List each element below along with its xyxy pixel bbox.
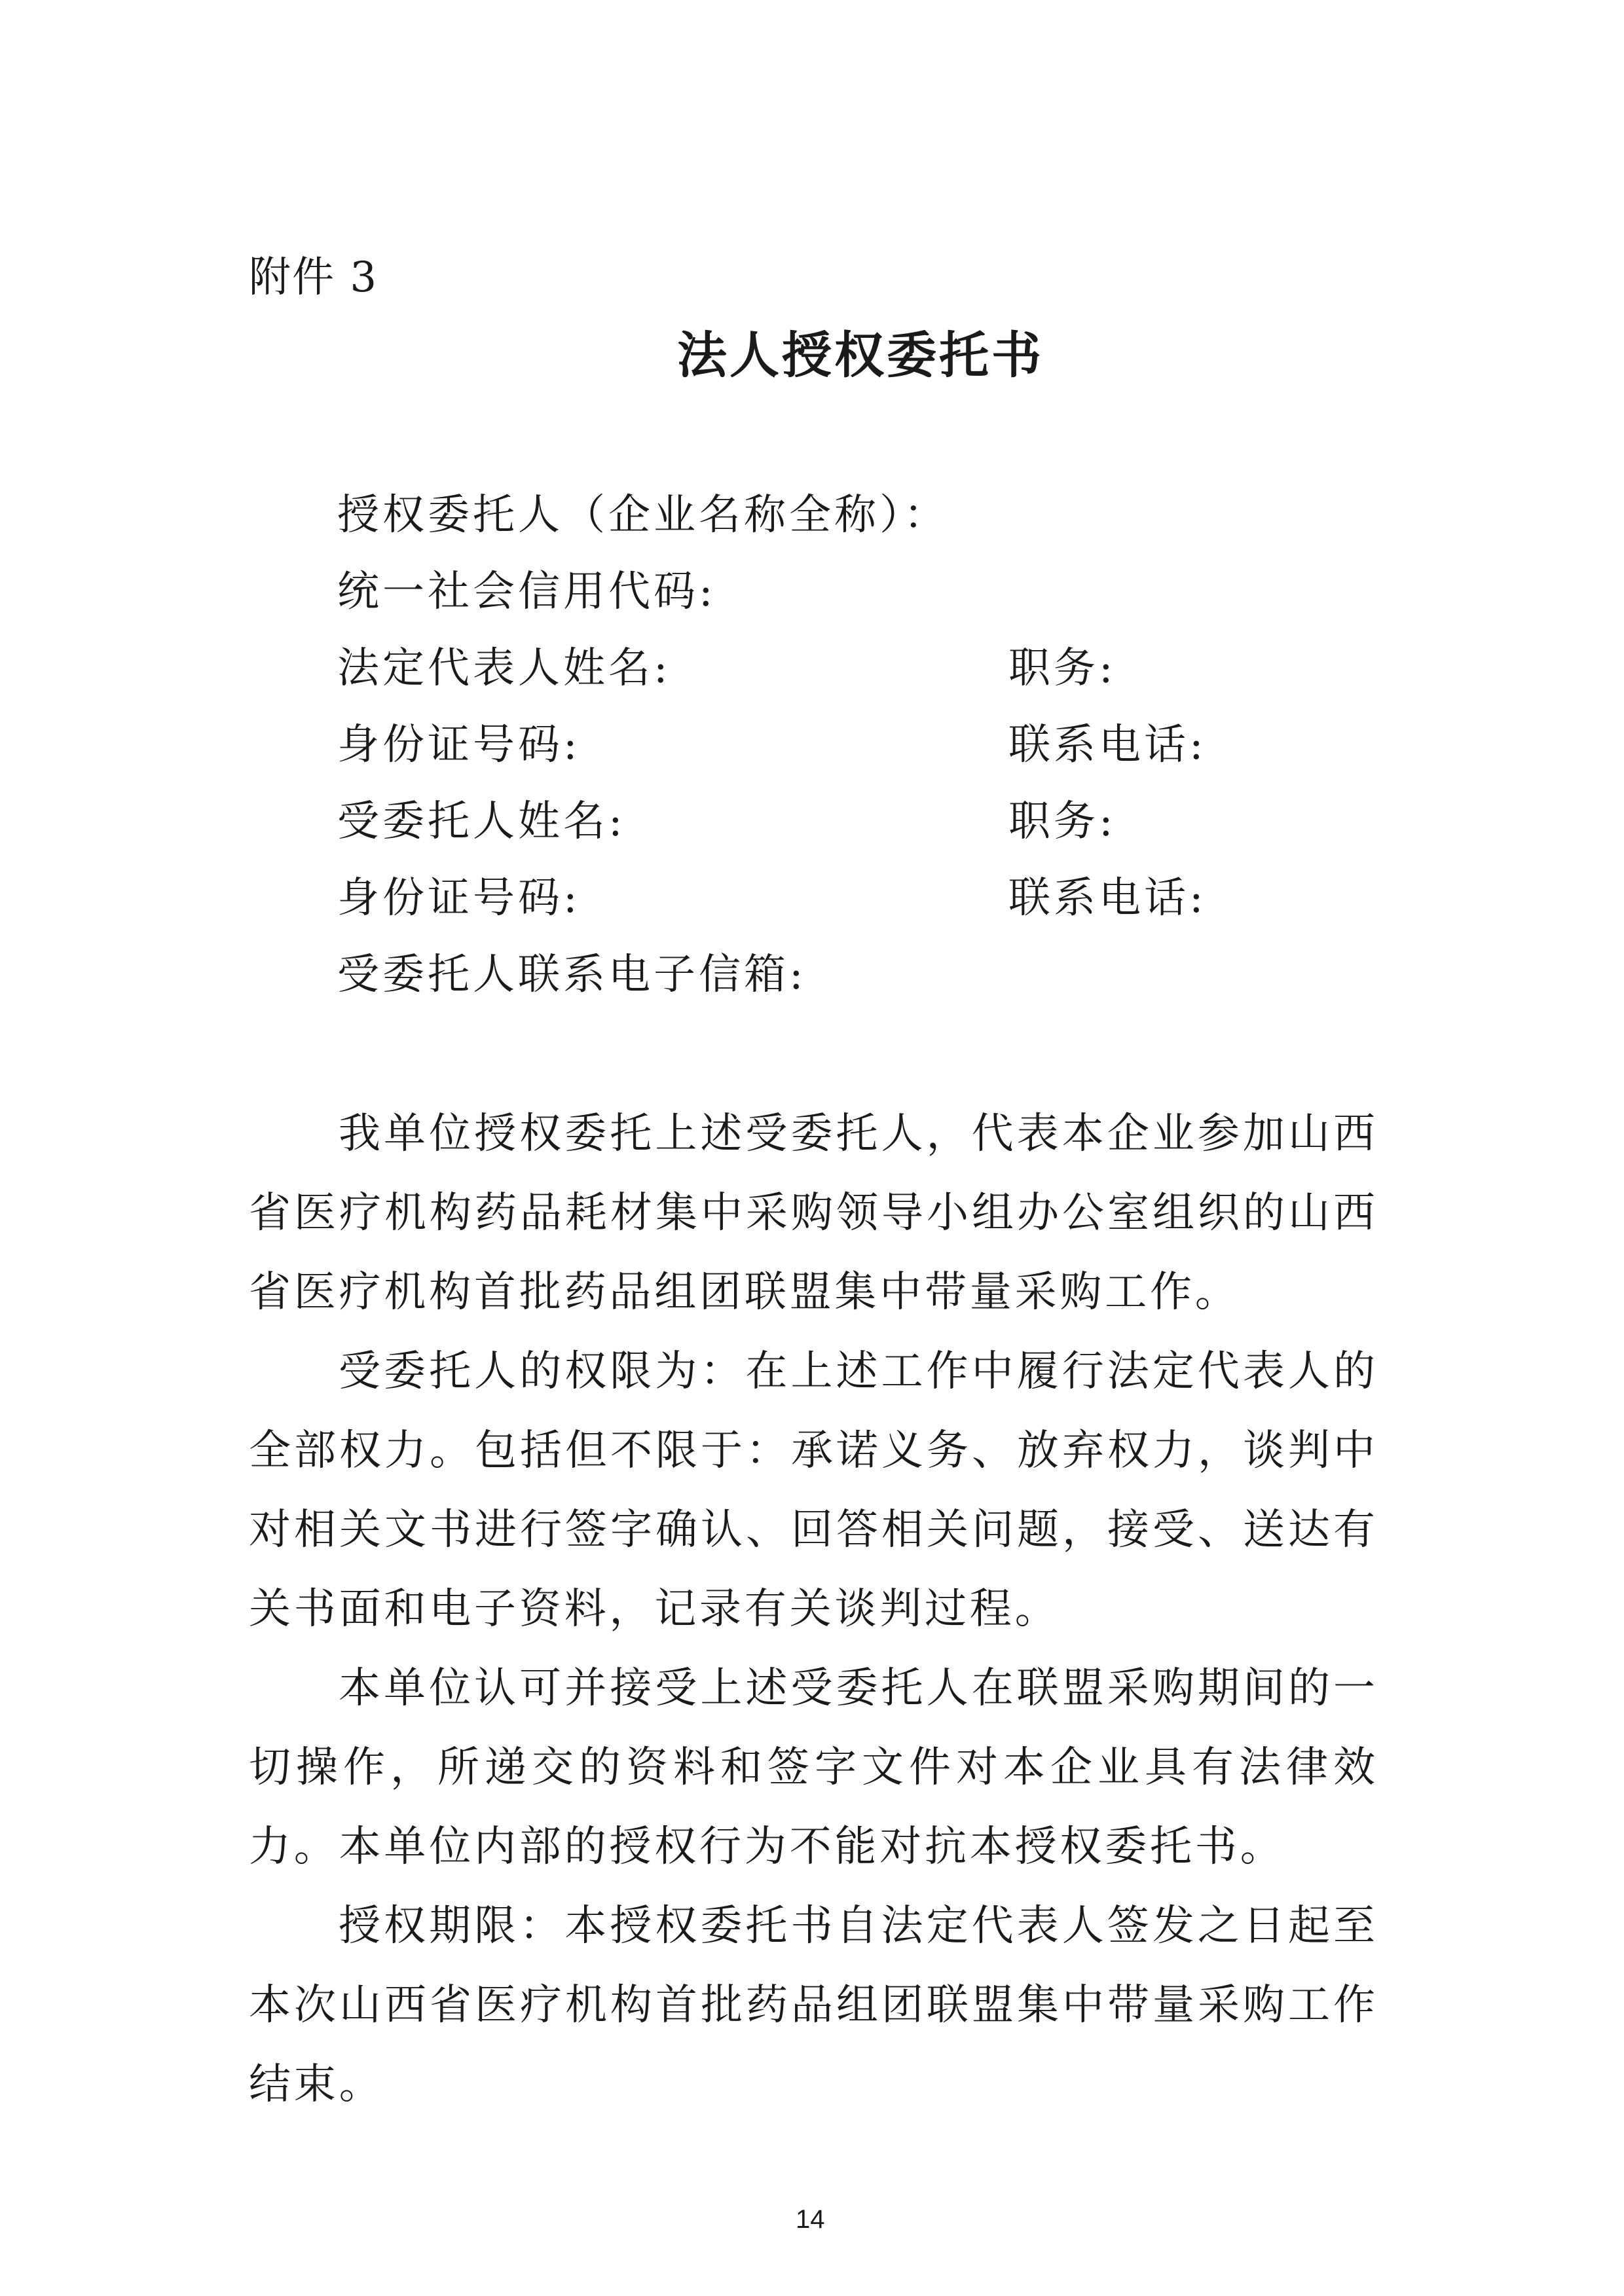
field-label-right: 联系电话: [1008, 874, 1207, 922]
field-label: 统一社会信用代码: [337, 568, 716, 616]
field-label: 身份证号码: [337, 874, 581, 922]
field-label-right: 职务: [1008, 797, 1116, 846]
paragraph-line: 省医疗机构药品耗材集中采购领导小组办公室组织的山西 [249, 1189, 1375, 1237]
field-label-right: 职务: [1008, 644, 1116, 693]
paragraph-line: 本单位认可并接受上述受委托人在联盟采购期间的一 [339, 1664, 1375, 1713]
field-label: 授权委托人（企业名称全称）： [337, 491, 949, 539]
field-label: 受委托人联系电子信箱: [337, 951, 807, 999]
paragraph-line: 我单位授权委托上述受委托人，代表本企业参加山西 [339, 1110, 1375, 1158]
paragraph-line: 受委托人的权限为：在上述工作中履行法定代表人的 [339, 1347, 1375, 1396]
paragraph-line: 授权期限：本授权委托书自法定代表人签发之日起至 [339, 1902, 1375, 1950]
field-label-right: 联系电话: [1008, 721, 1207, 769]
field-label: 身份证号码: [337, 721, 581, 769]
paragraph-line: 全部权力。包括但不限于：承诺义务、放弃权力，谈判中 [249, 1427, 1375, 1475]
paragraph-line: 对相关文书进行签字确认、回答相关问题，接受、送达有 [249, 1506, 1375, 1554]
paragraph-line: 本次山西省医疗机构首批药品组团联盟集中带量采购工作 [249, 1981, 1375, 2030]
paragraph-line: 力。本单位内部的授权行为不能对抗本授权委托书。 [249, 1823, 1285, 1871]
document-title: 法人授权委托书 [677, 326, 1044, 384]
page-number: 14 [796, 2205, 825, 2234]
paragraph-line: 关书面和电子资料，记录有关谈判过程。 [249, 1585, 1060, 1633]
paragraph-line: 省医疗机构首批药品组团联盟集中带量采购工作。 [249, 1268, 1240, 1317]
attachment-label: 附件 3 [249, 253, 378, 302]
paragraph-line: 切操作，所递交的资料和签字文件对本企业具有法律效 [249, 1743, 1375, 1792]
field-label: 法定代表人姓名: [337, 644, 671, 693]
field-label: 受委托人姓名: [337, 797, 626, 846]
paragraph-line: 结束。 [249, 2060, 384, 2109]
